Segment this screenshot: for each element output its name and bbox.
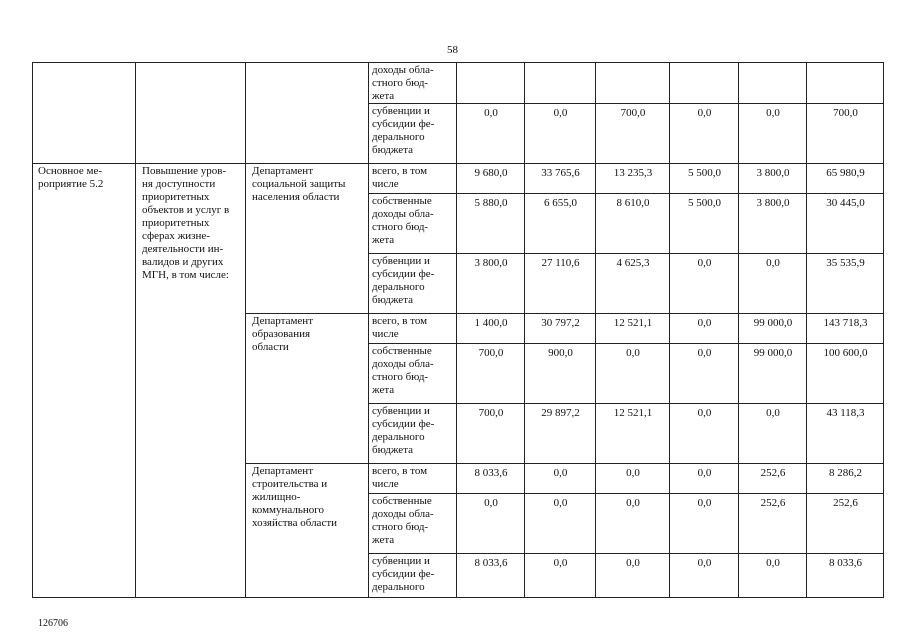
value-cell: 33 765,6 <box>525 164 596 194</box>
value-cell <box>525 63 596 104</box>
activity-cell-empty <box>33 63 136 164</box>
value-cell <box>670 63 739 104</box>
funding-source-cell: доходы обла- стного бюд- жета <box>369 63 457 104</box>
value-cell: 900,0 <box>525 344 596 404</box>
department-name: Департамент социальной защиты населения области <box>246 164 369 314</box>
value-cell: 12 521,1 <box>596 314 670 344</box>
department-name: Департамент образования области <box>246 314 369 464</box>
value-cell: 0,0 <box>739 404 807 464</box>
funding-source-cell: субвенции и субсидии фе- дерального бюджета <box>369 104 457 164</box>
funding-source-cell: всего, в том числе <box>369 314 457 344</box>
value-cell: 700,0 <box>457 404 525 464</box>
value-cell: 43 118,3 <box>807 404 884 464</box>
value-cell: 700,0 <box>457 344 525 404</box>
value-cell: 5 500,0 <box>670 164 739 194</box>
activity-description: Повышение уров- ня доступности приоритетных объектов и услуг в приоритетных сферах жизне- деятельности ин- валидов и других МГН, в том числе: <box>136 164 246 598</box>
value-cell: 6 655,0 <box>525 194 596 254</box>
value-cell: 0,0 <box>739 104 807 164</box>
value-cell: 0,0 <box>670 254 739 314</box>
value-cell: 0,0 <box>670 314 739 344</box>
value-cell <box>807 63 884 104</box>
value-cell: 3 800,0 <box>457 254 525 314</box>
value-cell: 0,0 <box>739 254 807 314</box>
value-cell: 700,0 <box>596 104 670 164</box>
activity-label: Основное ме- роприятие 5.2 <box>33 164 136 598</box>
value-cell: 3 800,0 <box>739 164 807 194</box>
funding-source-cell: собственные доходы обла- стного бюд- жета <box>369 194 457 254</box>
funding-source-cell: всего, в том числе <box>369 164 457 194</box>
description-cell-empty <box>136 63 246 164</box>
value-cell: 8 033,6 <box>807 554 884 598</box>
value-cell: 0,0 <box>525 464 596 494</box>
value-cell: 4 625,3 <box>596 254 670 314</box>
value-cell: 1 400,0 <box>457 314 525 344</box>
value-cell: 252,6 <box>739 464 807 494</box>
department-name: Департамент строительства и жилищно- коммунального хозяйства области <box>246 464 369 598</box>
value-cell: 252,6 <box>739 494 807 554</box>
value-cell: 0,0 <box>670 554 739 598</box>
value-cell: 8 033,6 <box>457 554 525 598</box>
funding-source-cell: субвенции и субсидии фе- дерального <box>369 554 457 598</box>
value-cell: 0,0 <box>596 494 670 554</box>
value-cell: 143 718,3 <box>807 314 884 344</box>
budget-table <box>32 62 884 598</box>
funding-source-cell: субвенции и субсидии фе- дерального бюджета <box>369 404 457 464</box>
funding-source-cell: всего, в том числе <box>369 464 457 494</box>
department-cell-empty <box>246 63 369 164</box>
value-cell: 0,0 <box>670 404 739 464</box>
value-cell: 0,0 <box>457 494 525 554</box>
value-cell: 0,0 <box>670 344 739 404</box>
value-cell: 8 610,0 <box>596 194 670 254</box>
value-cell: 100 600,0 <box>807 344 884 404</box>
value-cell: 252,6 <box>807 494 884 554</box>
value-cell: 0,0 <box>670 104 739 164</box>
value-cell: 9 680,0 <box>457 164 525 194</box>
value-cell: 30 445,0 <box>807 194 884 254</box>
value-cell: 0,0 <box>670 494 739 554</box>
value-cell <box>739 63 807 104</box>
funding-source-cell: субвенции и субсидии фе- дерального бюджета <box>369 254 457 314</box>
funding-source-cell: собственные доходы обла- стного бюд- жета <box>369 344 457 404</box>
value-cell: 12 521,1 <box>596 404 670 464</box>
table-row <box>33 63 884 104</box>
value-cell: 0,0 <box>596 554 670 598</box>
value-cell <box>457 63 525 104</box>
value-cell: 0,0 <box>596 344 670 404</box>
value-cell: 99 000,0 <box>739 344 807 404</box>
table-row <box>33 164 884 194</box>
value-cell: 5 500,0 <box>670 194 739 254</box>
value-cell: 8 286,2 <box>807 464 884 494</box>
value-cell <box>596 63 670 104</box>
value-cell: 0,0 <box>670 464 739 494</box>
value-cell: 30 797,2 <box>525 314 596 344</box>
funding-source-cell: собственные доходы обла- стного бюд- жета <box>369 494 457 554</box>
value-cell: 35 535,9 <box>807 254 884 314</box>
value-cell: 0,0 <box>739 554 807 598</box>
value-cell: 0,0 <box>525 104 596 164</box>
value-cell: 0,0 <box>596 464 670 494</box>
value-cell: 8 033,6 <box>457 464 525 494</box>
value-cell: 13 235,3 <box>596 164 670 194</box>
value-cell: 5 880,0 <box>457 194 525 254</box>
value-cell: 700,0 <box>807 104 884 164</box>
value-cell: 99 000,0 <box>739 314 807 344</box>
value-cell: 29 897,2 <box>525 404 596 464</box>
value-cell: 0,0 <box>525 554 596 598</box>
value-cell: 0,0 <box>525 494 596 554</box>
value-cell: 27 110,6 <box>525 254 596 314</box>
page-number: 58 <box>447 44 458 56</box>
footer-code: 126706 <box>38 618 68 629</box>
value-cell: 3 800,0 <box>739 194 807 254</box>
value-cell: 0,0 <box>457 104 525 164</box>
value-cell: 65 980,9 <box>807 164 884 194</box>
